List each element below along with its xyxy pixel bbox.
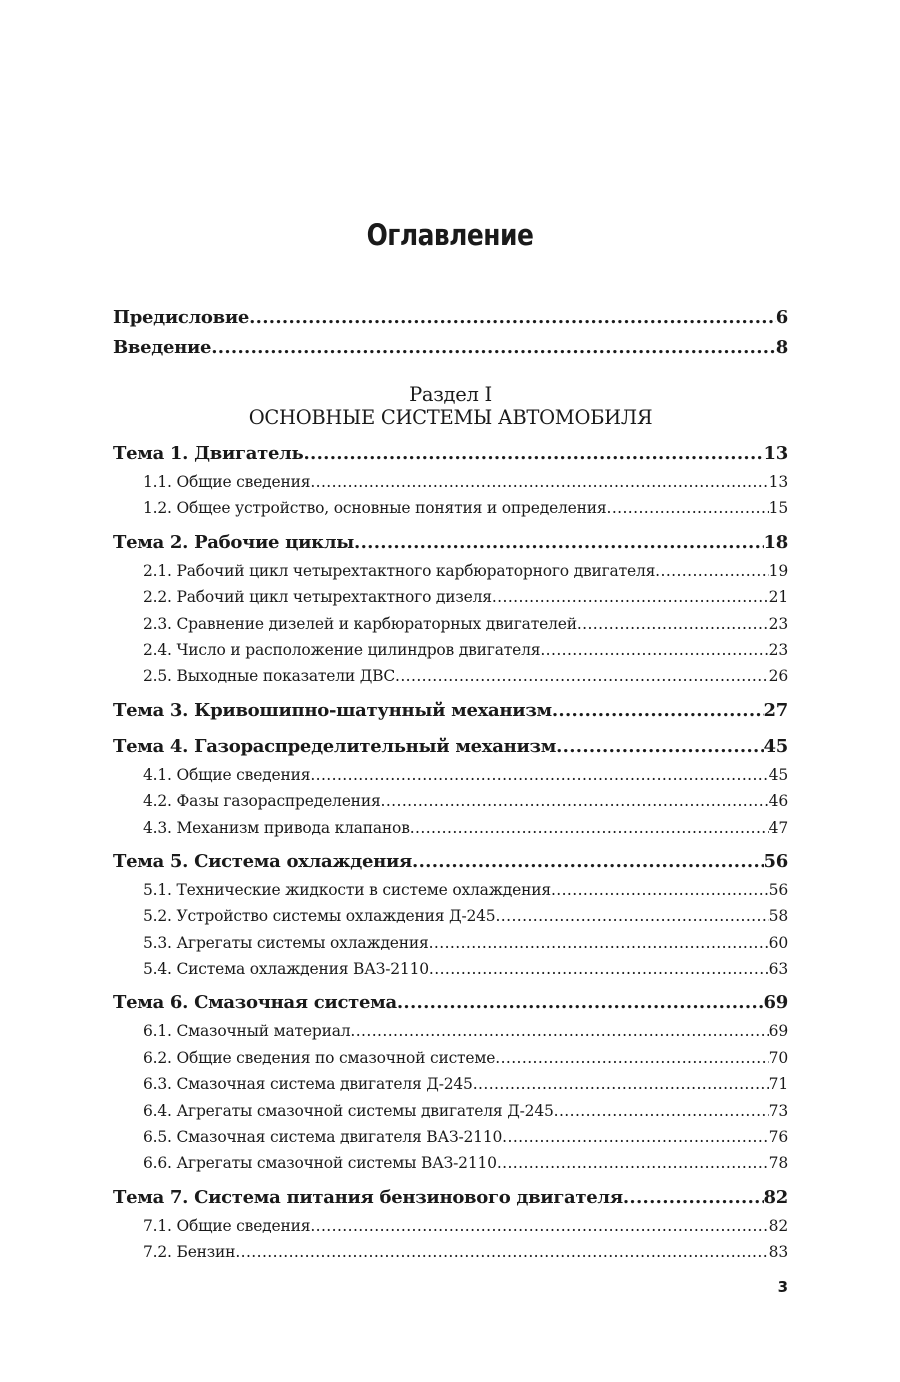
toc-subentry-page: 13 (768, 473, 788, 491)
toc-subentry-title: 7.1. Общие сведения (143, 1216, 311, 1235)
toc-subentry-page: 83 (768, 1243, 788, 1262)
toc-subentry-title: 6.2. Общие сведения по смазочной системе (143, 1048, 496, 1067)
toc-subentry-page: 23 (768, 640, 788, 659)
dot-leader (623, 1183, 764, 1213)
toc-subentry-title: 2.4. Число и расположение цилиндров двигателя (143, 640, 541, 659)
toc-subentry-page: 15 (768, 499, 788, 518)
toc-subentry-title: 2.1. Рабочий цикл четырехтактного карбюраторного двигателя (143, 561, 656, 580)
toc-topic-page: 27 (763, 699, 788, 721)
toc-subentry-1-2[interactable] (113, 495, 788, 521)
dot-leader (655, 558, 769, 584)
dot-leader (410, 815, 769, 841)
toc-topic-page: 69 (763, 992, 788, 1014)
dot-leader (381, 788, 769, 814)
toc-topic-title: Тема 5. Система охлаждения (113, 850, 413, 872)
toc-subentry-2-2[interactable] (113, 584, 788, 610)
toc-subentry-page: 45 (768, 765, 788, 784)
toc-subentry-page: 21 (768, 588, 788, 607)
dot-leader (607, 495, 769, 521)
toc-topic-page: 56 (763, 850, 788, 872)
dot-leader (310, 469, 768, 495)
toc-subentry-2-3[interactable] (113, 611, 788, 637)
dot-leader (473, 1071, 769, 1097)
dot-leader (495, 903, 768, 929)
toc-topic-title: Тема 3. Кривошипно-шатунный механизм (113, 699, 552, 721)
toc-subentry-title: 4.1. Общие сведения (143, 765, 311, 784)
section-label: Раздел I (409, 383, 492, 406)
dot-leader (492, 584, 769, 610)
toc-subentry-5-2[interactable] (113, 903, 788, 929)
dot-leader (235, 1239, 768, 1265)
dot-leader (395, 663, 769, 689)
toc-subentry-title: 4.2. Фазы газораспределения (143, 792, 381, 811)
toc-subentry-4-2[interactable] (113, 788, 788, 814)
dot-leader (540, 637, 768, 663)
toc-topic-page: 18 (763, 531, 788, 553)
dot-leader (429, 930, 769, 956)
dot-leader (397, 988, 764, 1018)
toc-entry-introduction[interactable] (113, 333, 788, 363)
dot-leader (554, 1098, 769, 1124)
toc-subentry-title: 6.3. Смазочная система двигателя Д-245 (143, 1075, 473, 1094)
toc-subentry-2-4[interactable] (113, 637, 788, 663)
toc-topic-title: Тема 4. Газораспределительный механизм (113, 735, 557, 757)
toc-subentry-title: 1.2. Общее устройство, основные понятия и определения (143, 499, 607, 518)
toc-entry-page: 6 (775, 307, 788, 328)
toc-topic-page: 82 (763, 1186, 788, 1208)
toc-subentry-title: 2.3. Сравнение дизелей и карбюраторных двигателей (143, 614, 577, 633)
section-title: ОСНОВНЫЕ СИСТЕМЫ АВТОМОБИЛЯ (248, 406, 653, 429)
toc-subentry-page: 60 (768, 933, 788, 952)
dot-leader (303, 439, 763, 469)
toc-subentry-6-3[interactable] (113, 1071, 788, 1097)
toc-subentry-title: 4.3. Механизм привода клапанов (143, 818, 410, 837)
toc-subentry-title: 6.5. Смазочная система двигателя ВАЗ-2110 (143, 1128, 503, 1147)
toc-subentry-7-2[interactable] (113, 1239, 788, 1265)
toc-subentry-page: 69 (768, 1022, 788, 1041)
toc-subentry-page: 46 (768, 792, 788, 811)
toc-subentry-page: 70 (768, 1048, 788, 1067)
toc-subentry-page: 56 (768, 880, 788, 899)
dot-leader (211, 333, 776, 363)
toc-subentry-page: 58 (768, 907, 788, 926)
topic-list (113, 439, 788, 1266)
dot-leader (350, 1018, 768, 1044)
toc-subentry-title: 6.6. Агрегаты смазочной системы ВАЗ-2110 (143, 1154, 497, 1173)
toc-topic-5[interactable] (113, 847, 788, 877)
toc-topic-title: Тема 7. Система питания бензинового двигателя (113, 1186, 623, 1208)
toc-entry-preface[interactable] (113, 303, 788, 333)
dot-leader (556, 732, 763, 762)
toc-topic-4[interactable] (113, 732, 788, 762)
toc-topic-title: Тема 6. Смазочная система (113, 992, 397, 1014)
toc-subentry-5-4[interactable] (113, 956, 788, 982)
toc-subentry-page: 63 (768, 960, 788, 979)
dot-leader (310, 1213, 768, 1239)
dot-leader (429, 956, 769, 982)
toc-topic-1[interactable] (113, 439, 788, 469)
section-heading (113, 383, 788, 429)
toc-subentry-title: 5.1. Технические жидкости в системе охлаждения (143, 880, 551, 899)
toc-subentry-6-6[interactable] (113, 1150, 788, 1176)
toc-subentry-title: 7.2. Бензин (143, 1243, 236, 1262)
toc-subentry-page: 82 (768, 1216, 788, 1235)
toc-subentry-5-3[interactable] (113, 930, 788, 956)
toc-topic-title: Тема 1. Двигатель (113, 443, 304, 464)
toc-subentry-page: 47 (768, 818, 788, 837)
toc-subentry-title: 5.4. Система охлаждения ВАЗ-2110 (143, 960, 429, 979)
toc-subentry-title: 2.2. Рабочий цикл четырехтактного дизеля (143, 588, 492, 607)
toc-topic-6[interactable] (113, 988, 788, 1018)
toc-subentry-1-1[interactable] (113, 469, 788, 495)
toc-entry-title: Предисловие (113, 307, 250, 328)
toc-topic-page: 45 (763, 735, 788, 757)
dot-leader (577, 611, 769, 637)
dot-leader (551, 877, 769, 903)
toc-subentry-title: 5.2. Устройство системы охлаждения Д-245 (143, 907, 496, 926)
toc-topic-7[interactable] (113, 1183, 788, 1213)
toc-topic-page: 13 (763, 443, 788, 464)
toc-subentry-page: 71 (768, 1075, 788, 1094)
dot-leader (495, 1045, 768, 1071)
toc-subentry-6-4[interactable] (113, 1098, 788, 1124)
toc-subentry-7-1[interactable] (113, 1213, 788, 1239)
toc-subentry-5-1[interactable] (113, 877, 788, 903)
toc-subentry-4-1[interactable] (113, 762, 788, 788)
dot-leader (497, 1150, 769, 1176)
toc-subentry-2-1[interactable] (113, 558, 788, 584)
dot-leader (412, 847, 764, 877)
toc-subentry-title: 5.3. Агрегаты системы охлаждения (143, 933, 429, 952)
toc-subentry-6-2[interactable] (113, 1045, 788, 1071)
front-matter-list (113, 303, 788, 363)
toc-subentry-page: 78 (768, 1154, 788, 1173)
toc-subentry-page: 23 (768, 614, 788, 633)
dot-leader (310, 762, 768, 788)
toc-subentry-title: 6.1. Смазочный материал (143, 1022, 351, 1041)
toc-subentry-page: 73 (768, 1101, 788, 1120)
toc-subentry-2-5[interactable] (113, 663, 788, 689)
toc-subentry-page: 19 (768, 561, 788, 580)
toc-topic-3[interactable] (113, 696, 788, 726)
toc-entry-page: 8 (775, 337, 788, 358)
toc-topic-title: Тема 2. Рабочие циклы (113, 531, 355, 553)
toc-subentry-title: 6.4. Агрегаты смазочной системы двигателя Д-245 (143, 1101, 554, 1120)
dot-leader (552, 696, 764, 726)
toc-subentry-6-1[interactable] (113, 1018, 788, 1044)
page-title: Оглавление (366, 218, 534, 252)
dot-leader (354, 528, 764, 558)
page-number: 3 (777, 1278, 788, 1296)
toc-subentry-6-5[interactable] (113, 1124, 788, 1150)
toc-subentry-title: 1.1. Общие сведения (143, 473, 311, 491)
toc-entry-title: Введение (113, 337, 212, 358)
dot-leader (249, 303, 776, 333)
toc-subentry-4-3[interactable] (113, 815, 788, 841)
dot-leader (502, 1124, 769, 1150)
toc-topic-2[interactable] (113, 528, 788, 558)
toc-subentry-page: 26 (768, 667, 788, 686)
toc-subentry-title: 2.5. Выходные показатели ДВС (143, 667, 396, 686)
toc-subentry-page: 76 (768, 1128, 788, 1147)
